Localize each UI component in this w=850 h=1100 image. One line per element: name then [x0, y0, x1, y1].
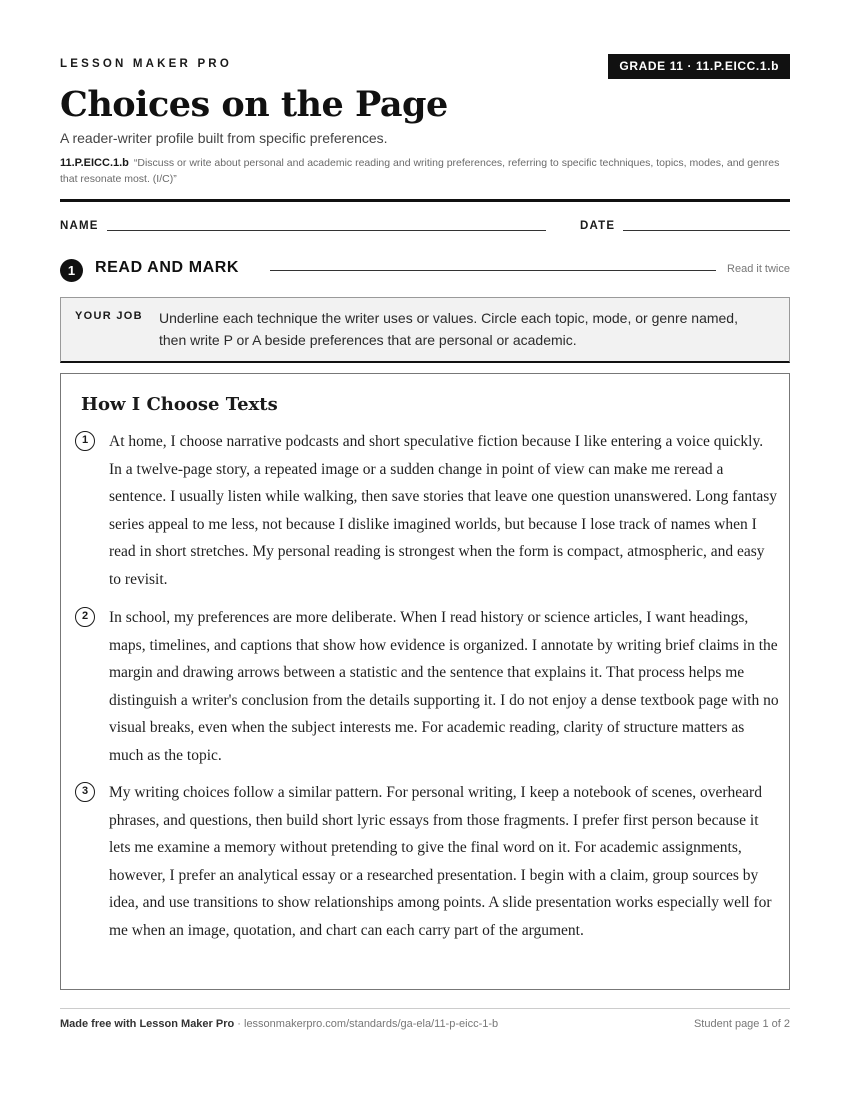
name-field[interactable]: [107, 230, 546, 231]
footer-credit: [60, 1018, 498, 1030]
date-field[interactable]: [623, 230, 790, 231]
paragraph-text: In school, my preferences are more deliberate. When I read history or science articles, I want headings, maps, timelines, and captions that show how evidence is organized. I annotate by writing brief claims in the margin and drawing arrows between a statistic and the sentence that explains it. That process helps me distinguish a writer's conclusion from the details supporting it. I do not enjoy a dense textbook page with no visual breaks, even when the subject interests me. For academic reading, clarity of structure matters as much as the topic.: [109, 609, 779, 764]
name-label: NAME: [60, 220, 99, 232]
grade-badge: GRADE 11 · 11.P.EICC.1.b: [608, 54, 790, 79]
brand-name: LESSON MAKER PRO: [60, 58, 232, 70]
instructions-box: [60, 297, 790, 363]
footer-url[interactable]: · lessonmakerpro.com/standards/ga-ela/11-p-eicc-1-b: [234, 1018, 499, 1030]
standard-description: [60, 155, 790, 187]
paragraph-number: 2: [75, 607, 95, 627]
paragraph-text: At home, I choose narrative podcasts and short speculative fiction because I like entering a voice quickly. In a twelve-page story, a repeated image or a sudden change in point of view can make me reread a sentence. I usually listen while walking, then save stories that leave one question unanswered. Long fantasy series appeal to me less, not because I dislike imagined worlds, but because I lose track of names when I read in short stretches. My personal reading is strongest when the form is compact, atmospheric, and easy to revisit.: [109, 433, 778, 588]
page-subtitle: A reader-writer profile built from specific preferences.: [60, 130, 388, 146]
standard-text: “Discuss or write about personal and academic reading and writing preferences, referring to specific techniques, topics, modes, and genres that resonate most. (I/C)”: [60, 157, 780, 185]
section-note: Read it twice: [727, 263, 790, 275]
date-label: DATE: [580, 220, 616, 232]
footer-made-with: Made free with Lesson Maker Pro: [60, 1018, 235, 1030]
footer-divider: [60, 1008, 790, 1009]
page-title: Choices on the Page: [60, 84, 448, 125]
paragraph-number: 3: [75, 782, 95, 802]
reading-passage: [60, 373, 790, 990]
section-title: READ AND MARK: [95, 259, 240, 276]
section-divider: [270, 270, 716, 271]
instructions-text: Underline each technique the writer uses or values. Circle each topic, mode, or genre named, then write P or A beside preferences that are personal or academic.: [159, 310, 738, 348]
header-divider: [60, 199, 790, 202]
paragraph-number: 1: [75, 431, 95, 451]
passage-title: How I Choose Texts: [81, 394, 278, 415]
instructions-label: YOUR JOB: [75, 310, 143, 322]
footer-page-number: Student page 1 of 2: [693, 1018, 790, 1030]
section-number-badge: 1: [60, 259, 83, 282]
paragraph-text: My writing choices follow a similar pattern. For personal writing, I keep a notebook of scenes, overheard phrases, and questions, then build short lyric essays from those fragments. I prefer first person because it lets me examine a memory without pretending to give the final word on it. For academic assignments, however, I prefer an analytical essay or a researched presentation. I begin with a claim, group sources by idea, and use transitions to show relationships among points. A slide presentation works especially well for me when an image, quotation, and chart can each carry part of the argument.: [109, 784, 772, 939]
standard-code: 11.P.EICC.1.b: [60, 157, 129, 169]
